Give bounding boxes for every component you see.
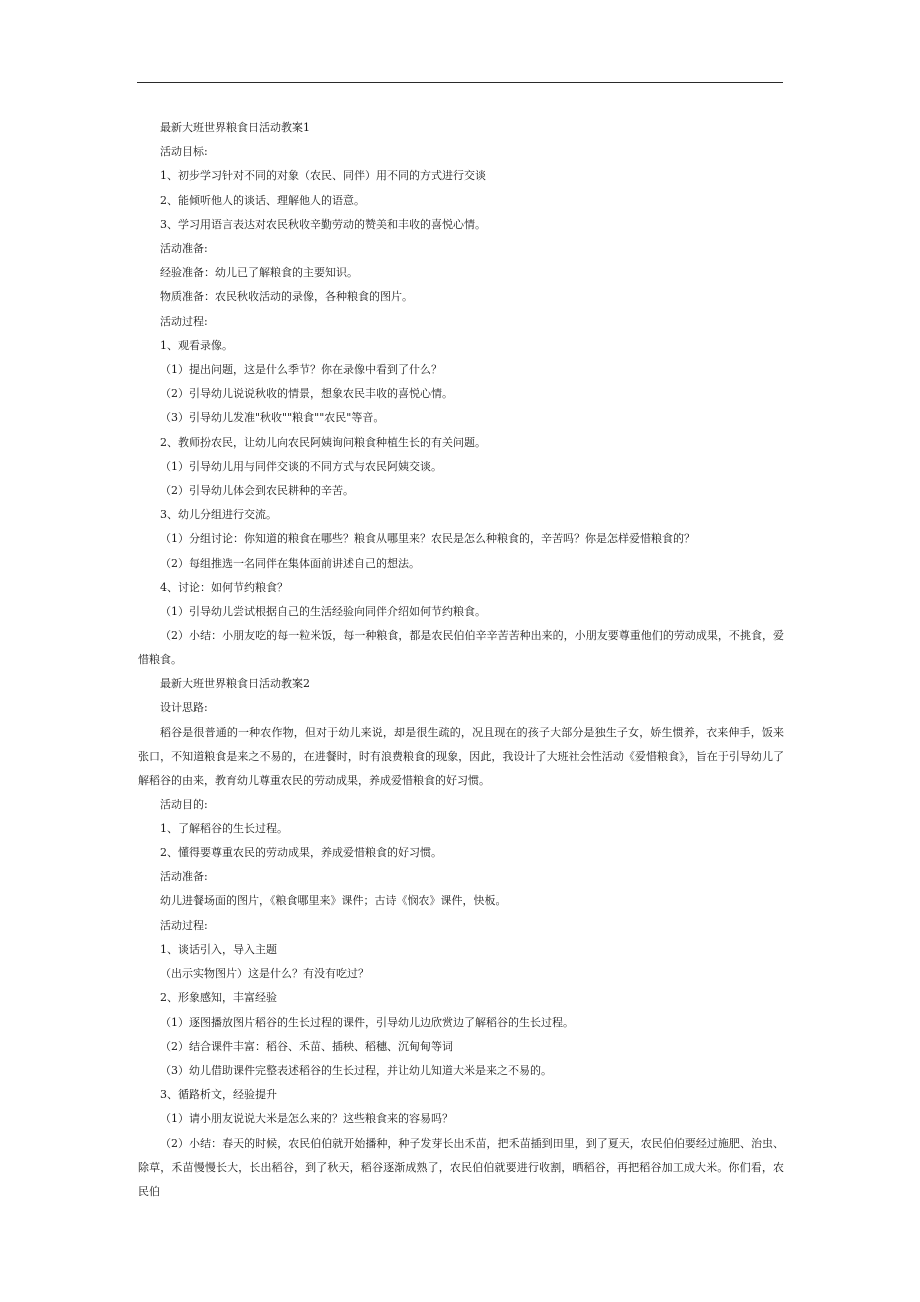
- design-paragraph: 稻谷是很普通的一种农作物，但对于幼儿来说，却是很生疏的，况且现在的孩子大部分是独生子女，娇生惯养，衣来伸手，饭来张口，不知道粮食是来之不易的，在进餐时，时有浪费粮食的现象，因此，我设计了大班社会性活动《爱惜粮食》，旨在于引导幼儿了解稻谷的由来，教育幼儿尊重农民的劳动成果，养成爱惜粮食的好习惯。: [138, 725, 784, 787]
- list-item: 1、观看录像。: [160, 338, 233, 352]
- heading-purpose: 活动目的:: [160, 797, 208, 811]
- section-title: 最新大班世界粮食日活动教案1: [160, 121, 310, 134]
- heading-process: 活动过程:: [160, 918, 208, 932]
- list-item: （2）每组推选一名同伴在集体面前讲述自己的想法。: [160, 556, 420, 570]
- heading-process: 活动过程:: [160, 314, 208, 328]
- section-title: 最新大班世界粮食日活动教案2: [160, 677, 310, 691]
- heading-preparation: 活动准备:: [160, 870, 208, 884]
- list-item: 3、学习用语言表达对农民秋收辛勤劳动的赞美和丰收的喜悦心情。: [160, 217, 486, 231]
- list-item: 1、了解稻谷的生长过程。: [160, 821, 288, 835]
- list-item: 1、谈话引入，导入主题: [160, 942, 277, 956]
- list-item: （2）引导幼儿说说秋收的情景，想象农民丰收的喜悦心情。: [160, 387, 453, 401]
- list-item: 3、循路析文，经验提升: [160, 1088, 277, 1102]
- header-rule: [137, 82, 783, 83]
- heading-design: 设计思路:: [160, 701, 208, 715]
- summary-paragraph: （2）小结：春天的时候，农民伯伯就开始播种，种子发芽长出禾苗，把禾苗插到田里，到了夏天，农民伯伯要经过施肥、治虫、除草，禾苗慢慢长大，长出稻谷，到了秋天，稻谷逐渐成熟了，农民伯伯就要进行收割，晒稻谷，再把稻谷加工成大米。你们看，农民伯: [138, 1136, 784, 1198]
- list-item: （1）逐图播放图片稻谷的生长过程的课件，引导幼儿边欣赏边了解稻谷的生长过程。: [160, 1015, 574, 1029]
- list-item: （3）引导幼儿发准"秋收""粮食""农民"等音。: [160, 411, 385, 425]
- list-item: 2、教师扮农民，让幼儿向农民阿姨询问粮食种植生长的有关问题。: [160, 435, 486, 449]
- list-item: 4、讨论：如何节约粮食？: [160, 580, 288, 594]
- list-item: （3）幼儿借助课件完整表述稻谷的生长过程，并让幼儿知道大米是来之不易的。: [160, 1063, 552, 1077]
- list-item: （2）引导幼儿体会到农民耕种的辛苦。: [160, 484, 354, 498]
- list-item: （1）请小朋友说说大米是怎么来的？这些粮食来的容易吗？: [160, 1112, 453, 1126]
- list-item: （1）提出问题，这是什么季节？你在录像中看到了什么？: [160, 363, 442, 377]
- summary-paragraph: （2）小结：小朋友吃的每一粒米饭，每一种粮食，都是农民伯伯辛辛苦苦种出来的，小朋友要尊重他们的劳动成果，不挑食，爱惜粮食。: [138, 629, 784, 667]
- list-item: 2、懂得要尊重农民的劳动成果，养成爱惜粮食的好习惯。: [160, 846, 442, 860]
- heading-goals: 活动目标:: [160, 145, 208, 159]
- document-body: [138, 116, 784, 1204]
- list-item: 2、能倾听他人的谈话、理解他人的语意。: [160, 193, 365, 207]
- list-item: （1）分组讨论：你知道的粮食在哪些？粮食从哪里来？农民是怎么种粮食的，辛苦吗？你是怎样爱惜粮食的？: [160, 532, 695, 546]
- text-line: 经验准备：幼儿已了解粮食的主要知识。: [160, 266, 358, 280]
- list-item: （1）引导幼儿尝试根据自己的生活经验向同伴介绍如何节约粮食。: [160, 605, 486, 619]
- heading-preparation: 活动准备:: [160, 242, 208, 256]
- list-item: 2、形象感知，丰富经验: [160, 991, 277, 1005]
- list-item: 3、幼儿分组进行交流。: [160, 508, 277, 522]
- list-item: （出示实物图片）这是什么？有没有吃过？: [160, 967, 369, 981]
- list-item: （2）结合课件丰富：稻谷、禾苗、插秧、稻穗、沉甸甸等词: [160, 1039, 453, 1053]
- text-line: 物质准备：农民秋收活动的录像，各种粮食的图片。: [160, 290, 413, 304]
- list-item: 1、初步学习针对不同的对象（农民、同伴）用不同的方式进行交谈: [160, 169, 486, 183]
- list-item: （1）引导幼儿用与同伴交谈的不同方式与农民阿姨交谈。: [160, 459, 442, 473]
- text-line: 幼儿进餐场面的图片，《粮食哪里来》课件；古诗《悯农》课件，快板。: [160, 894, 507, 908]
